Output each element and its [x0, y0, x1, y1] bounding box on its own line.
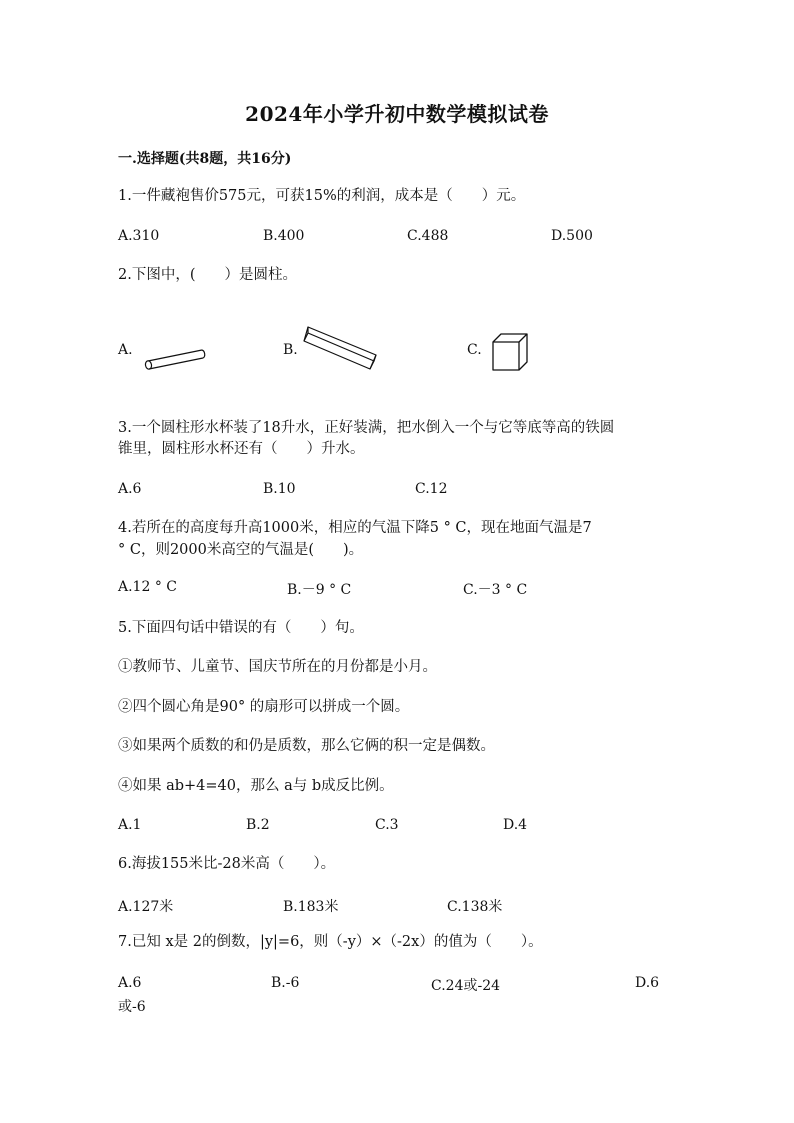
- q3-option-c: C.12: [415, 481, 448, 497]
- cube-icon: [490, 330, 532, 374]
- q5-statement-3: ③如果两个质数的和仍是质数，那么它俩的积一定是偶数。: [118, 738, 495, 754]
- q7-option-d-continued: 或-6: [118, 999, 146, 1015]
- cylinder-rod-icon: [140, 345, 210, 375]
- q5-option-b: B.2: [246, 817, 270, 833]
- question-5-stem: 5.下面四句话中错误的有（ ）句。: [118, 620, 364, 636]
- triangular-prism-icon: [300, 325, 382, 373]
- q6-option-c: C.138米: [447, 899, 503, 915]
- q4-option-b: B.－9 ° C: [287, 582, 352, 598]
- page-title: 2024年小学升初中数学模拟试卷: [245, 102, 549, 126]
- q4-option-c: C.－3 ° C: [463, 582, 528, 598]
- q3-option-a: A.6: [118, 481, 142, 497]
- q2-option-a: A.: [118, 342, 133, 358]
- q5-statement-2: ②四个圆心角是90° 的扇形可以拼成一个圆。: [118, 699, 410, 715]
- q6-option-b: B.183米: [283, 899, 339, 915]
- q7-option-c: C.24或-24: [431, 978, 501, 994]
- q5-statement-4: ④如果 ab+4=40，那么 a与 b成反比例。: [118, 778, 394, 794]
- q1-option-b: B.400: [263, 228, 305, 244]
- q1-option-c: C.488: [407, 228, 449, 244]
- question-4-stem-line2: ° C，则2000米高空的气温是( )。: [118, 542, 364, 558]
- q7-option-b: B.-6: [271, 975, 300, 991]
- question-1-stem: 1.一件藏袍售价575元，可获15%的利润，成本是（ ）元。: [118, 188, 526, 204]
- question-3-stem-line1: 3.一个圆柱形水杯装了18升水，正好装满，把水倒入一个与它等底等高的铁圆: [118, 420, 615, 436]
- q5-statement-1: ①教师节、儿童节、国庆节所在的月份都是小月。: [118, 659, 437, 675]
- question-2-stem: 2.下图中，( ）是圆柱。: [118, 267, 297, 283]
- q5-option-c: C.3: [375, 817, 399, 833]
- q1-option-a: A.310: [118, 228, 160, 244]
- q6-option-a: A.127米: [118, 899, 174, 915]
- q7-option-a: A.6: [118, 975, 142, 991]
- question-3-stem-line2: 锥里，圆柱形水杯还有（ ）升水。: [118, 441, 365, 457]
- q2-option-c: C.: [467, 342, 482, 358]
- q5-option-d: D.4: [503, 817, 528, 833]
- question-6-stem: 6.海拔155米比-28米高（ ）。: [118, 856, 336, 872]
- q7-option-d: D.6: [635, 975, 660, 991]
- question-7-stem: 7.已知 x是 2的倒数，|y|=6，则（-y）×（-2x）的值为（ ）。: [118, 934, 543, 950]
- question-4-stem-line1: 4.若所在的高度每升高1000米，相应的气温下降5 ° C，现在地面气温是7: [118, 520, 592, 536]
- q1-option-d: D.500: [551, 228, 593, 244]
- q5-option-a: A.1: [118, 817, 142, 833]
- q2-option-b: B.: [283, 342, 298, 358]
- section-heading: 一.选择题(共8题，共16分): [118, 151, 292, 167]
- q4-option-a: A.12 ° C: [118, 579, 177, 595]
- q3-option-b: B.10: [263, 481, 296, 497]
